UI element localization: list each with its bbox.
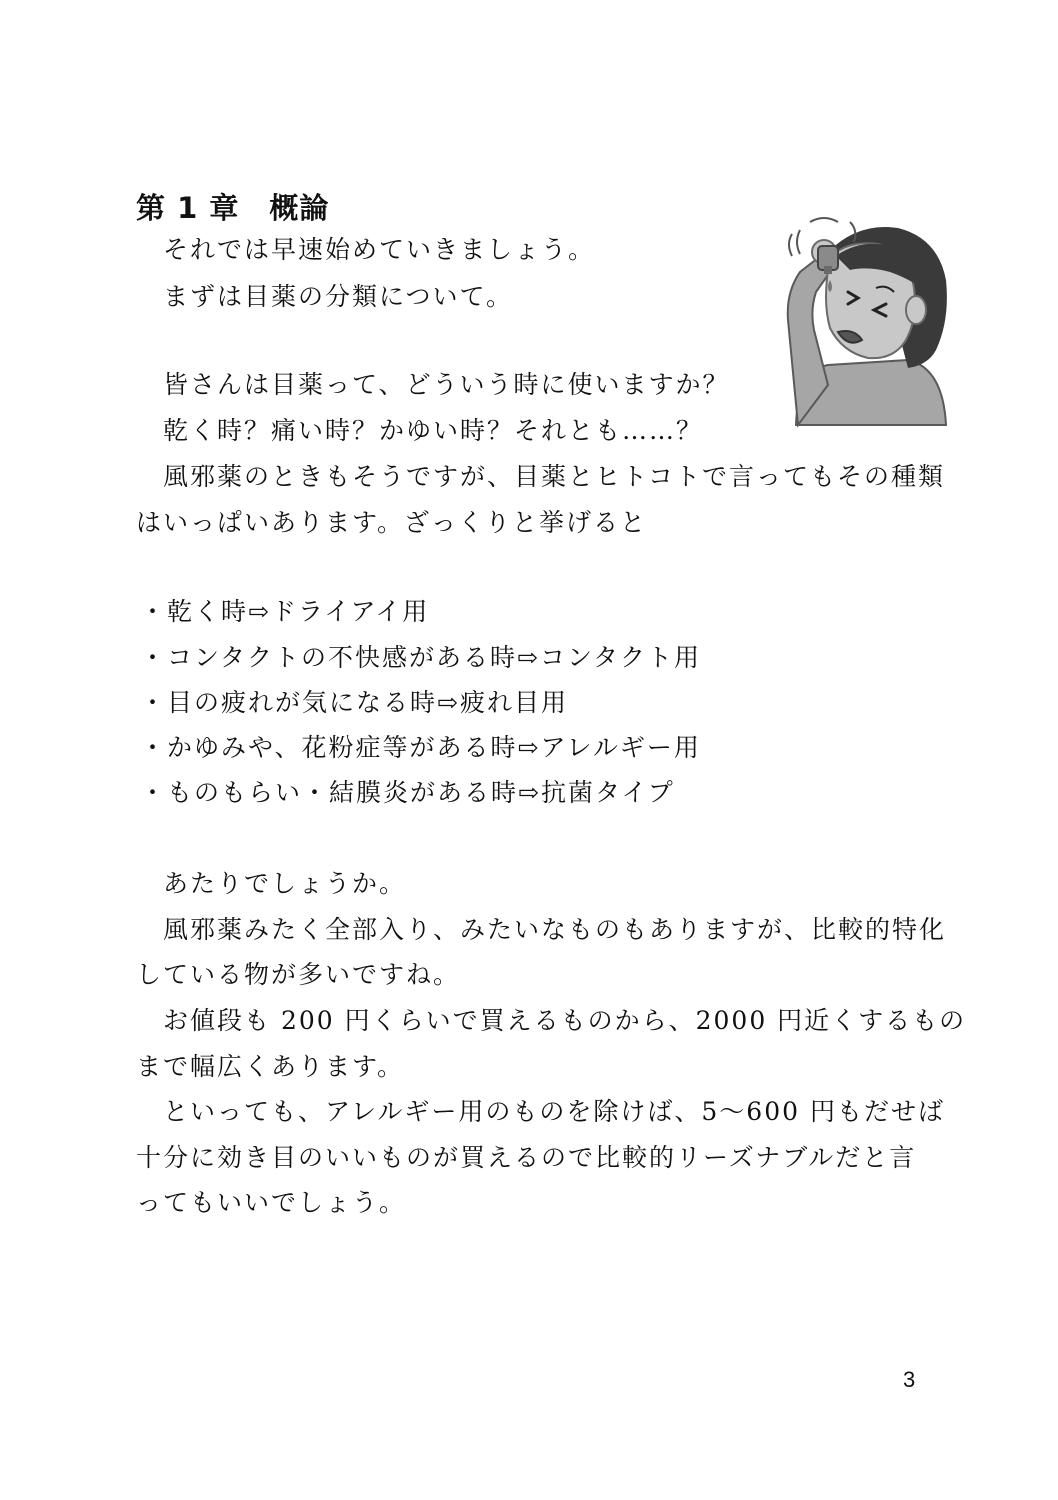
list-item: ・かゆみや、花粉症等がある時⇨アレルギー用 (140, 733, 701, 762)
paragraph-special-line-1: 風邪薬みたく全部入り、みたいなものもありますが、比較的特化 (163, 915, 947, 944)
paragraph-reason-line-2: 十分に効き目のいいものが買えるので比較的リーズナブルだと言 (136, 1143, 917, 1172)
paragraph-question-line-1: 皆さんは目薬って、どういう時に使いますか？ (163, 370, 730, 399)
paragraph-question-line-2: 乾く時？痛い時？かゆい時？それとも……？ (163, 416, 704, 445)
paragraph-intro-line-2: まずは目薬の分類について。 (163, 282, 514, 311)
paragraph-kinds-line-2: はいっぱいあります。ざっくりと挙げると (136, 508, 648, 537)
paragraph-reason-line-3: ってもいいでしょう。 (136, 1188, 407, 1217)
page-number: 3 (903, 1367, 916, 1392)
paragraph-intro-line-1: それでは早速始めていきましょう。 (163, 235, 596, 264)
chapter-title: 第 1 章 概論 (136, 191, 330, 225)
list-item: ・ものもらい・結膜炎がある時⇨抗菌タイプ (140, 778, 675, 807)
list-item: ・コンタクトの不快感がある時⇨コンタクト用 (140, 643, 701, 672)
list-item: ・目の疲れが気になる時⇨疲れ目用 (140, 688, 568, 717)
paragraph-around: あたりでしょうか。 (163, 869, 407, 898)
list-item: ・乾く時⇨ドライアイ用 (140, 597, 430, 626)
paragraph-special-line-2: している物が多いですね。 (136, 960, 461, 989)
paragraph-reason-line-1: といっても、アレルギー用のものを除けば、5～600 円もだせば (163, 1097, 945, 1126)
paragraph-kinds-line-1: 風邪薬のときもそうですが、目薬とヒトコトで言ってもその種類 (163, 462, 946, 491)
paragraph-price-line-1: お値段も 200 円くらいで買えるものから、2000 円近くするもの (163, 1006, 967, 1035)
person-using-eye-drops-icon (758, 200, 958, 440)
paragraph-price-line-2: まで幅広くあります。 (136, 1052, 405, 1081)
